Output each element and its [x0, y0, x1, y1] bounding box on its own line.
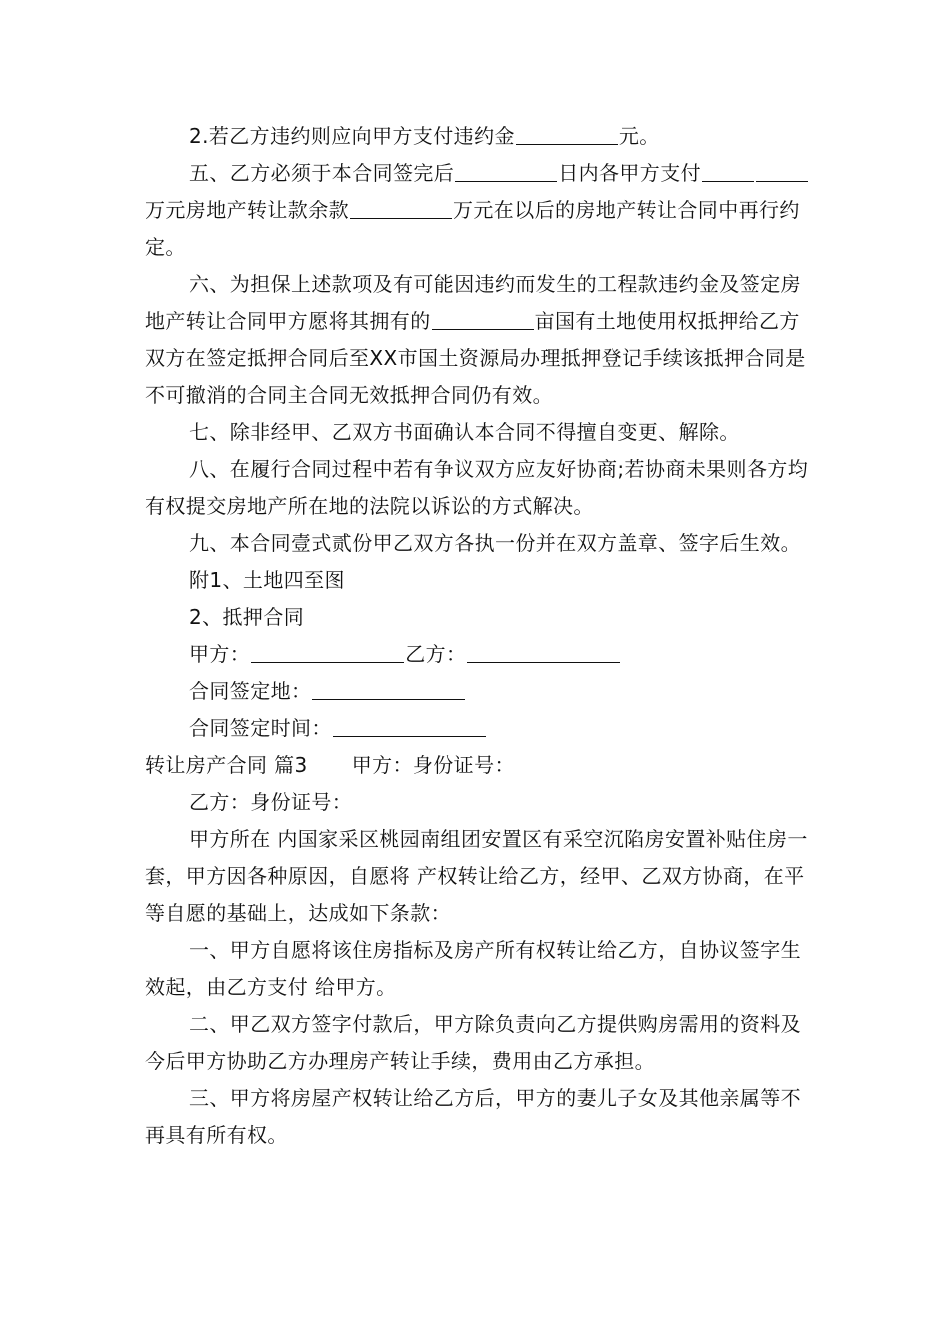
section-heading — [145, 747, 809, 784]
signature-row — [145, 636, 809, 673]
party-b-id-row: 乙方：身份证号： — [189, 790, 353, 814]
term-2: 二、甲乙双方签字付款后，甲方除负责向乙方提供购房需用的资料及今后甲方协助乙方办理房产转让手续，费用由乙方承担。 — [145, 1012, 801, 1073]
place-label: 合同签定地： — [189, 679, 312, 703]
blank-line — [350, 196, 452, 219]
section-title: 转让房产合同 篇3 — [145, 753, 308, 777]
clause-text: 万元在以后的房地产转让合同中再行约定。 — [145, 198, 800, 259]
clause-text: 元。 — [618, 124, 660, 148]
party-a-label: 甲方： — [189, 642, 251, 666]
clause-7: 七、除非经甲、乙双方书面确认本合同不得擅自变更、解除。 — [189, 420, 740, 444]
time-label: 合同签定时间： — [189, 716, 332, 740]
attachment-2: 2、抵押合同 — [189, 605, 305, 629]
clause-6 — [145, 266, 809, 414]
clause-5 — [145, 155, 809, 266]
blank-line — [432, 307, 534, 330]
blank-line — [516, 122, 618, 145]
blank-line — [756, 159, 808, 182]
clause-text: 五、乙方必须于本合同签完后 — [189, 161, 455, 185]
clause-text: 2.若乙方违约则应向甲方支付违约金 — [189, 124, 515, 148]
party-a-blank — [251, 640, 404, 663]
contract-place-row — [145, 673, 809, 710]
clause-8: 八、在履行合同过程中若有争议双方应友好协商;若协商未果则各方均有权提交房地产所在地的法院以诉讼的方式解决。 — [145, 457, 809, 518]
preamble: 甲方所在 内国家采区桃园南组团安置区有采空沉陷房安置补贴住房一套，甲方因各种原因，自愿将 产权转让给乙方，经甲、乙双方协商，在平等自愿的基础上，达成如下条款： — [145, 827, 808, 925]
party-b-blank — [467, 640, 620, 663]
term-1: 一、甲方自愿将该住房指标及房产所有权转让给乙方，自协议签字生效起，由乙方支付 给甲方。 — [145, 938, 801, 999]
party-a-id-label: 甲方：身份证号： — [351, 753, 515, 777]
place-blank — [312, 677, 465, 700]
blank-line — [455, 159, 557, 182]
clause-text: 万元房地产转让款余款 — [145, 198, 349, 222]
contract-time-row — [145, 710, 809, 747]
term-3: 三、甲方将房屋产权转让给乙方后，甲方的妻儿子女及其他亲属等不再具有所有权。 — [145, 1086, 801, 1147]
party-b-label: 乙方： — [405, 642, 467, 666]
clause-penalty — [145, 118, 809, 155]
document-body — [145, 118, 809, 1154]
clause-text: 六、为担保上述款项及有可能因违约而发生的工程款违约金及签定房地产转让合同甲方愿将其拥有的 — [145, 272, 801, 333]
clause-text: 日内各甲方支付 — [558, 161, 702, 185]
clause-9: 九、本合同壹式贰份甲乙双方各执一份并在双方盖章、签字后生效。 — [189, 531, 801, 555]
attachment-1: 附1、土地四至图 — [189, 568, 345, 592]
blank-line — [702, 159, 754, 182]
clause-text: 亩国有土地使用权抵押给乙方双方在签定抵押合同后至XX市国土资源局办理抵押登记手续该抵押合同是不可撤消的合同主合同无效抵押合同仍有效。 — [145, 309, 806, 407]
time-blank — [333, 714, 486, 737]
